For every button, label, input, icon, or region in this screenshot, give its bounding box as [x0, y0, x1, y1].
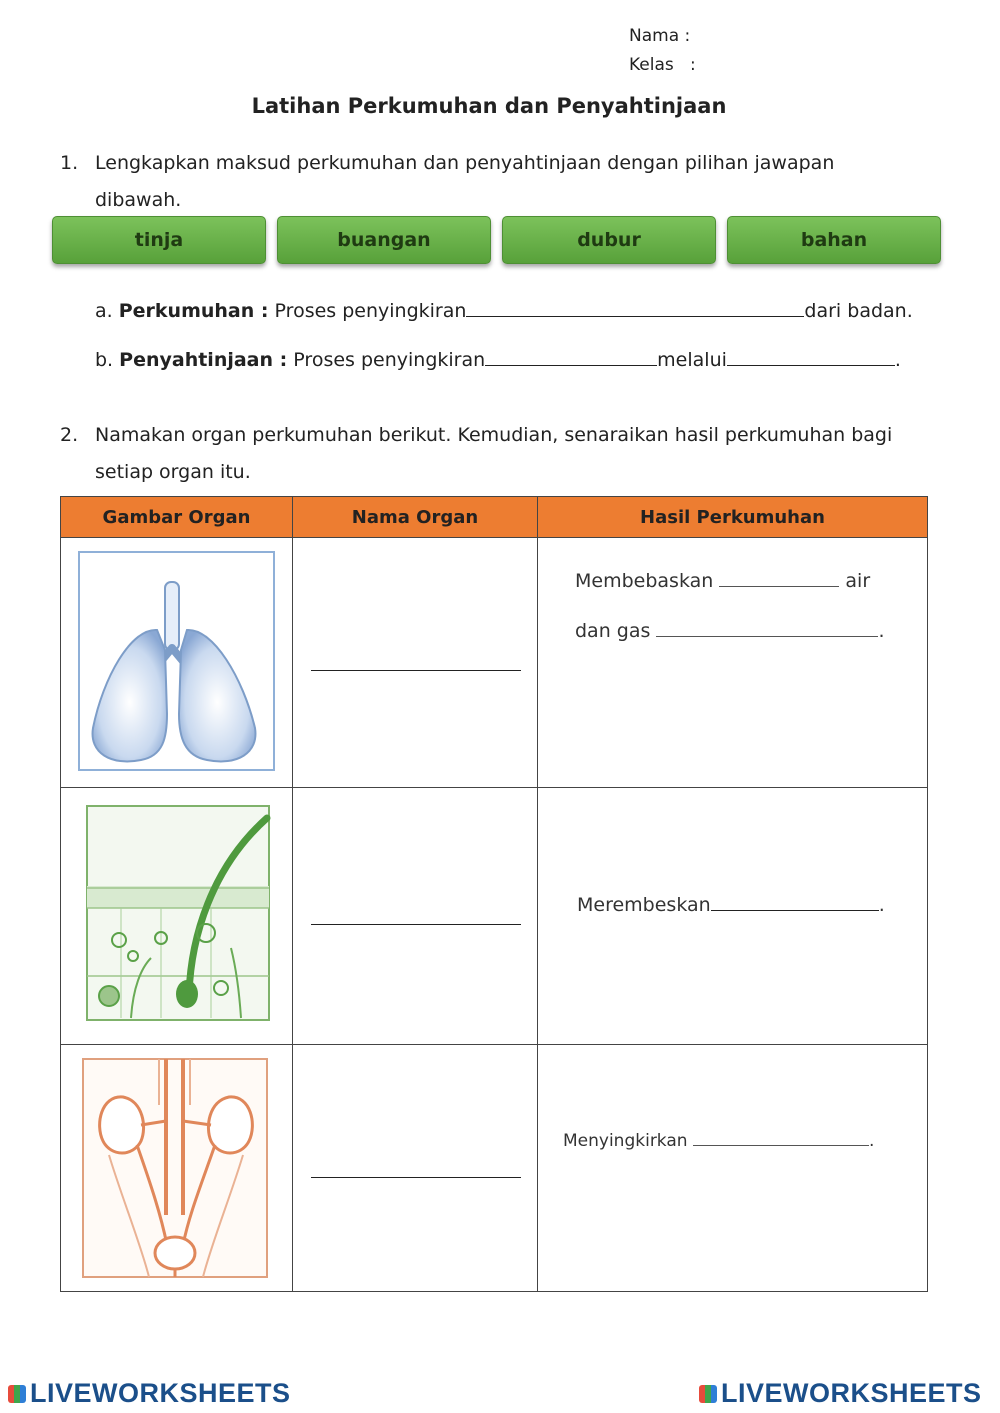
table-row: [61, 1045, 928, 1292]
skin-result-end: .: [878, 894, 885, 916]
choice-chip-bahan[interactable]: bahan: [727, 216, 941, 264]
skin-name-cell: [293, 788, 538, 1045]
kidneys-result-cell: [538, 1045, 928, 1292]
q1b-marker: b.: [95, 349, 114, 371]
logo-right-text: LIVEWORKSHEETS: [721, 1378, 982, 1408]
lungs-blank-1[interactable]: [719, 568, 839, 587]
q1a-text-end: dari badan.: [804, 300, 913, 322]
class-label: Kelas :: [629, 55, 696, 75]
skin-image-cell: [61, 788, 293, 1045]
lungs-blank-2[interactable]: [656, 618, 878, 637]
lungs-image: [61, 538, 292, 787]
lungs-result-cell: [538, 538, 928, 788]
liveworksheets-mark-icon: [699, 1385, 717, 1403]
lungs-result-end-2: .: [878, 620, 885, 642]
q1a-text: Proses penyingkiran: [274, 300, 467, 322]
table-header-row: [61, 497, 928, 538]
lungs-result-end-1: air: [845, 570, 871, 592]
lungs-result-text-1: Membebaskan: [575, 570, 714, 592]
lungs-name-cell: [293, 538, 538, 788]
liveworksheets-logo-left[interactable]: [8, 1378, 291, 1409]
q1b-blank-2[interactable]: [727, 345, 895, 366]
lungs-result-line-1: [575, 568, 870, 592]
choice-chip-tinja[interactable]: tinja: [52, 216, 266, 264]
q1a-blank[interactable]: [466, 296, 804, 317]
lungs-image-cell: [61, 538, 293, 788]
kidneys-result-text: Menyingkirkan: [563, 1131, 688, 1151]
kidneys-name-cell: [293, 1045, 538, 1292]
q1b-text-mid: melalui: [657, 349, 727, 371]
skin-result-text: Merembeskan: [577, 894, 711, 916]
q2-number: 2.: [60, 424, 79, 446]
q1b-text-end: .: [894, 349, 901, 371]
q1-number: 1.: [60, 152, 79, 174]
skin-result-cell: [538, 788, 928, 1045]
page-title: Latihan Perkumuhan dan Penyahtinjaan: [251, 94, 727, 118]
liveworksheets-mark-icon: [8, 1385, 26, 1403]
logo-left-text: LIVEWORKSHEETS: [30, 1378, 291, 1408]
skin-image: [61, 788, 292, 1044]
kidneys-result-end: .: [868, 1131, 875, 1151]
header-gambar-organ: Gambar Organ: [61, 497, 293, 538]
organ-name-blank-skin[interactable]: [311, 924, 521, 925]
header-hasil-perkumuhan: Hasil Perkumuhan: [538, 497, 928, 538]
kidneys-result-line: [563, 1129, 874, 1151]
q1b-text: Proses penyingkiran: [293, 349, 486, 371]
table-row: [61, 788, 928, 1045]
kidneys-blank[interactable]: [693, 1129, 869, 1146]
organ-name-blank-kidneys[interactable]: [311, 1177, 521, 1178]
lungs-result-line-2: [575, 618, 884, 642]
q2-text: Namakan organ perkumuhan berikut. Kemudian, senaraikan hasil perkumuhan bagi setiap organ itu.: [95, 424, 893, 483]
q1b-term: Penyahtinjaan :: [119, 349, 288, 371]
organ-name-blank-lungs[interactable]: [311, 670, 521, 671]
skin-blank[interactable]: [711, 892, 879, 911]
organ-table: [60, 496, 928, 1292]
skin-result-line: [577, 892, 885, 916]
q1-text: Lengkapkan maksud perkumuhan dan penyahtinjaan dengan pilihan jawapan dibawah.: [95, 152, 835, 211]
table-row: [61, 538, 928, 788]
lungs-result-text-2: dan gas: [575, 620, 651, 642]
liveworksheets-logo-right[interactable]: [699, 1378, 982, 1409]
choice-chip-buangan[interactable]: buangan: [277, 216, 491, 264]
q1b-row: [95, 342, 901, 379]
choice-chip-dubur[interactable]: dubur: [502, 216, 716, 264]
q1a-marker: a.: [95, 300, 113, 322]
q1a-term: Perkumuhan :: [118, 300, 269, 322]
q1a-row: [95, 293, 913, 330]
kidneys-image: [61, 1045, 292, 1291]
name-label: Nama :: [629, 26, 691, 46]
q1b-blank-1[interactable]: [485, 345, 657, 366]
kidneys-image-cell: [61, 1045, 293, 1292]
header-nama-organ: Nama Organ: [293, 497, 538, 538]
